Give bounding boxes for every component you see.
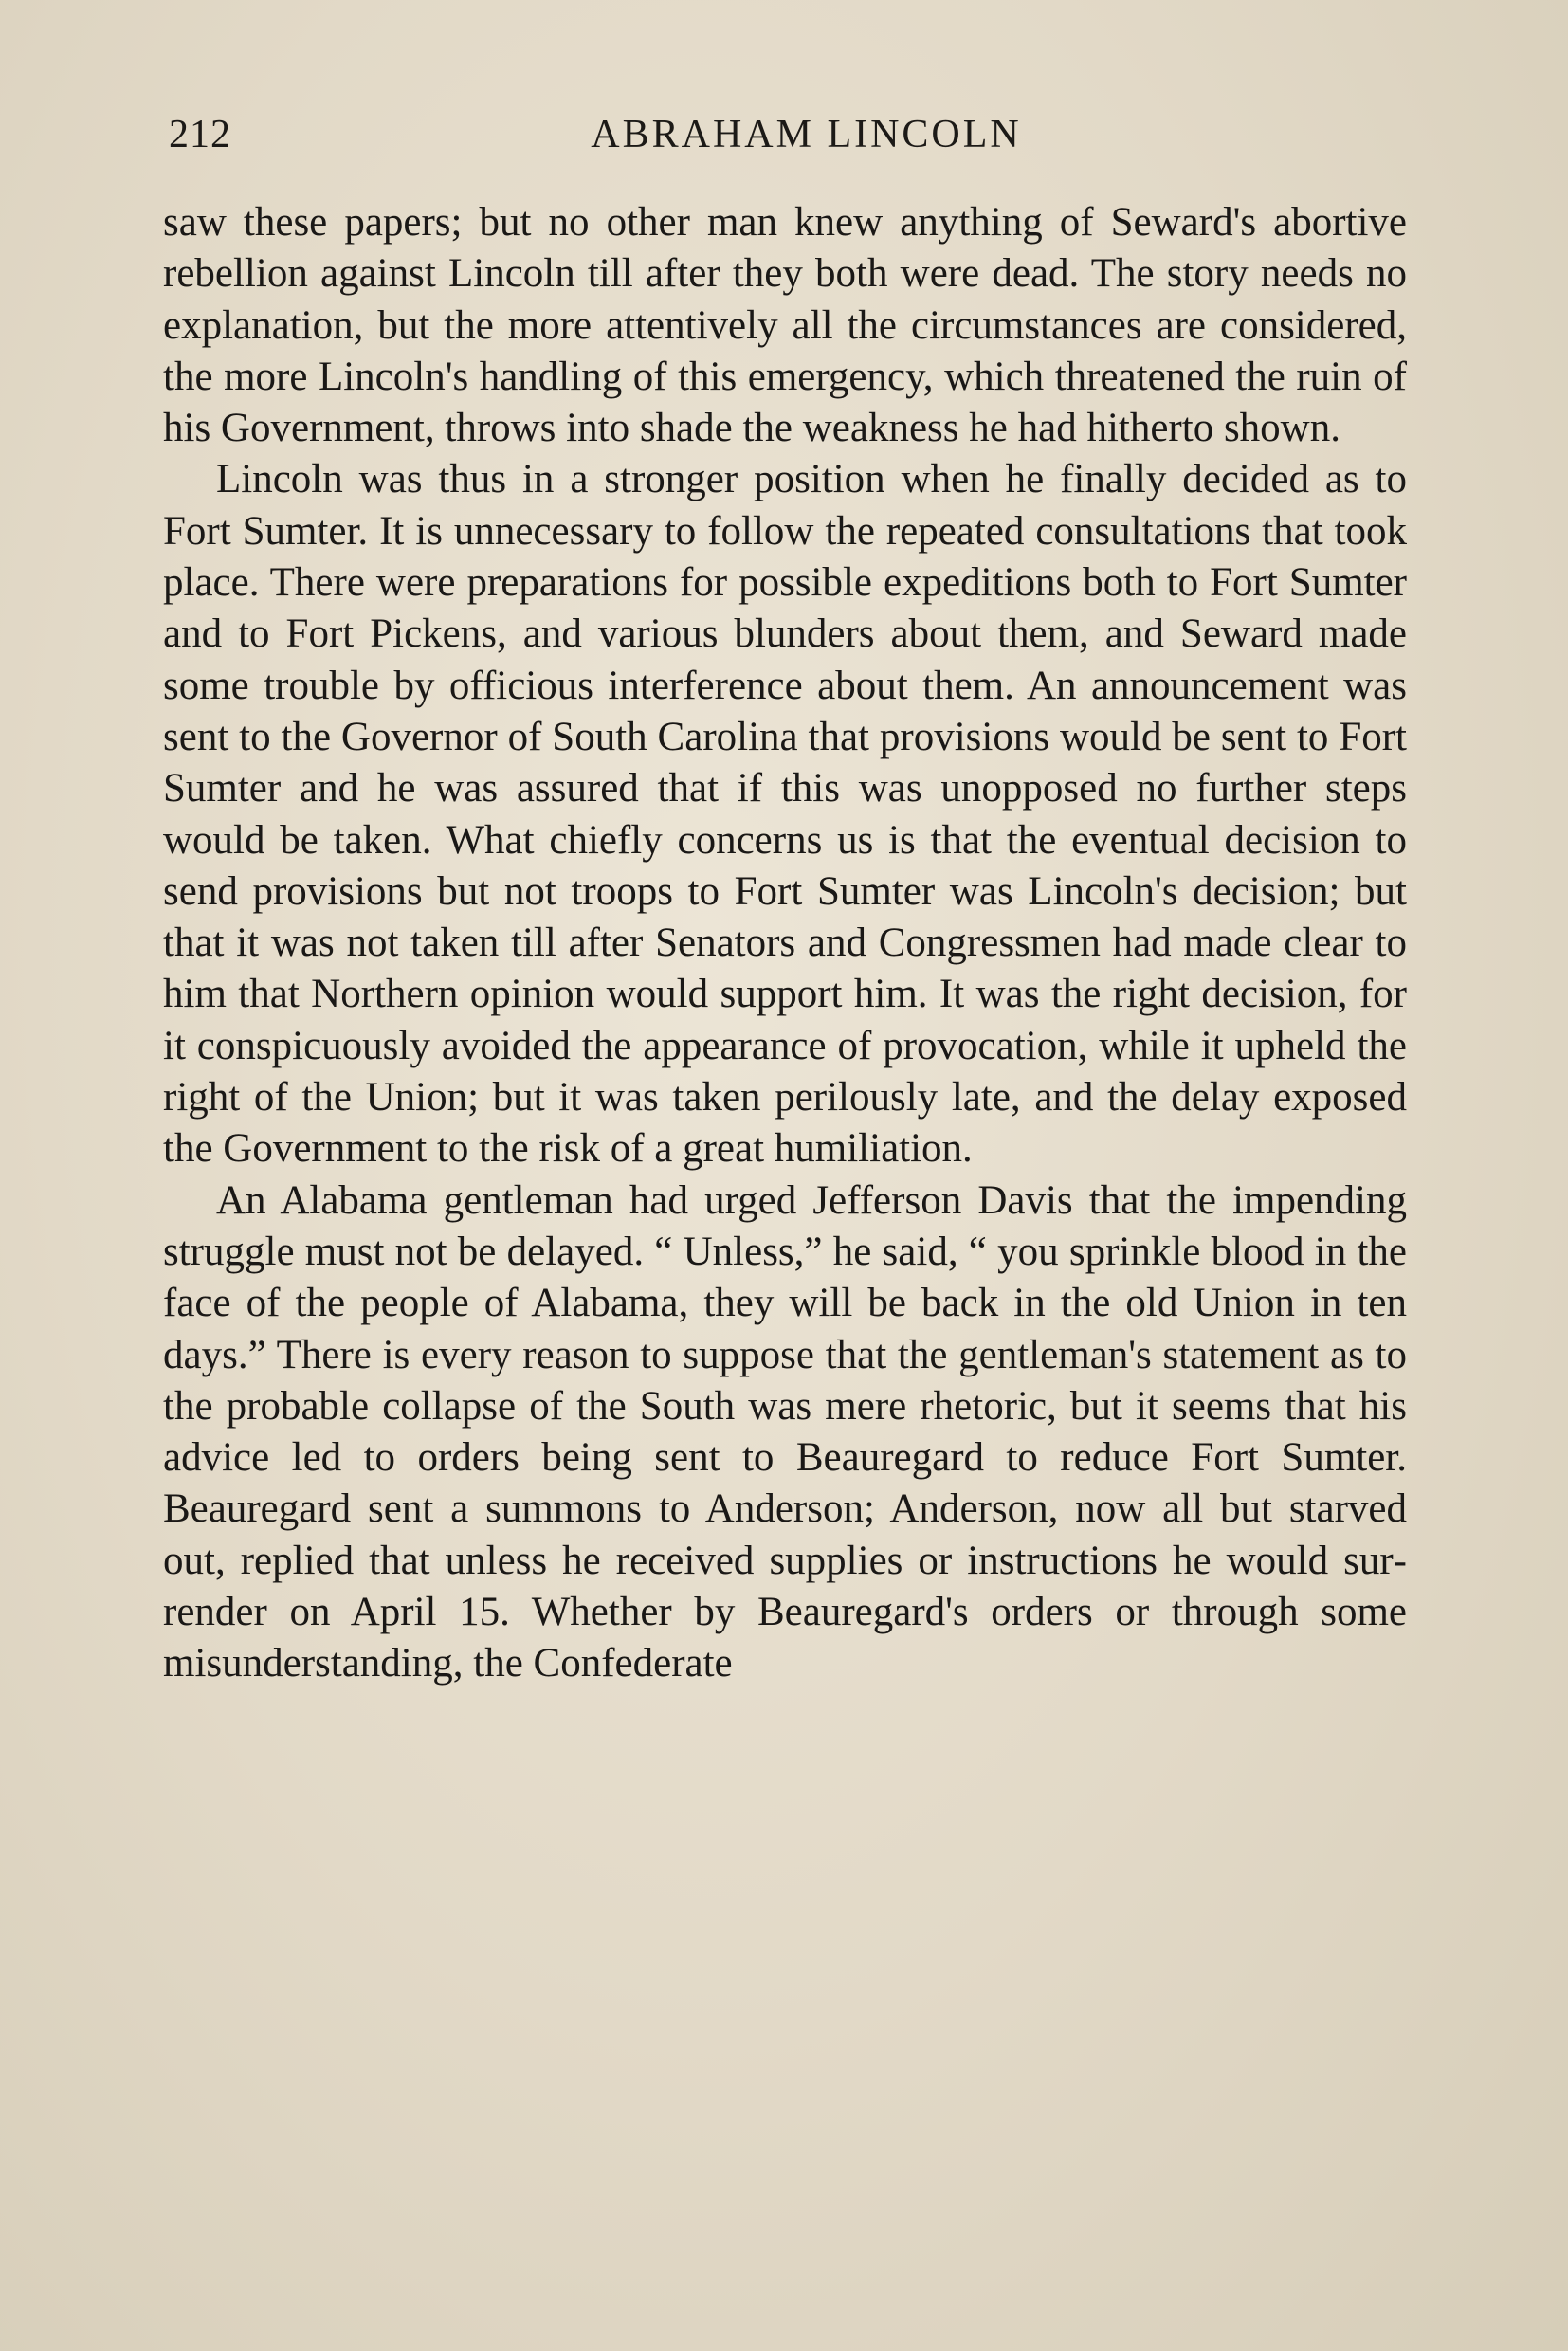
page-number: 212 <box>169 113 231 156</box>
running-title: ABRAHAM LINCOLN <box>591 113 1022 156</box>
paragraph: Lincoln was thus in a stronger position when he finally decided as to Fort Sumter. It is unnecessary to follow the repeated consultations that took place. There were preparations for possible expeditions both to Fort Sumter and to Fort Pickens, and various blunders about them, and Seward made some trouble by officious interference about them. An announcement was sent to the Governor of South Carolina that provisions would be sent to Fort Sumter and he was assured that if this was unopposed no further steps would be taken. What chiefly concerns us is that the eventual decision to send provisions but not troops to Fort Sumter was Lincoln's decision; but that it was not taken till after Senators and Congressmen had made clear to him that Northern opinion would support him. It was the right decision, for it conspicuously avoided the appearance of provocation, while it upheld the right of the Union; but it was taken perilously late, and the delay exposed the Government to the risk of a great humiliation. <box>163 457 1407 1172</box>
running-head <box>169 112 1406 169</box>
paragraph: An Alabama gentleman had urged Jefferson Davis that the impending struggle must not be delayed. “ Unless,” he said, “ you sprinkle blood in the face of the people of Alabama, they will be back in the old Union in ten days.” There is every reason to suppose that the gentleman's statement as to the probable collapse of the South was mere rhetoric, but it seems that his advice led to orders being sent to Beauregard to reduce Fort Sumter. Beauregard sent a summons to Anderson; Anderson, now all but starved out, replied that unless he received supplies or instructions he would surrender on April 15. Whether by Beauregard's orders or through some misunderstanding, the Confederate <box>163 1177 1407 1686</box>
paragraph: saw these papers; but no other man knew anything of Seward's abortive rebellion against Lincoln till after they both were dead. The story needs no explanation, but the more attentively all the circumstances are considered, the more Lincoln's handling of this emergency, which threatened the ruin of his Government, throws into shade the weakness he had hitherto shown. <box>163 200 1407 451</box>
body-text <box>163 197 1407 1690</box>
